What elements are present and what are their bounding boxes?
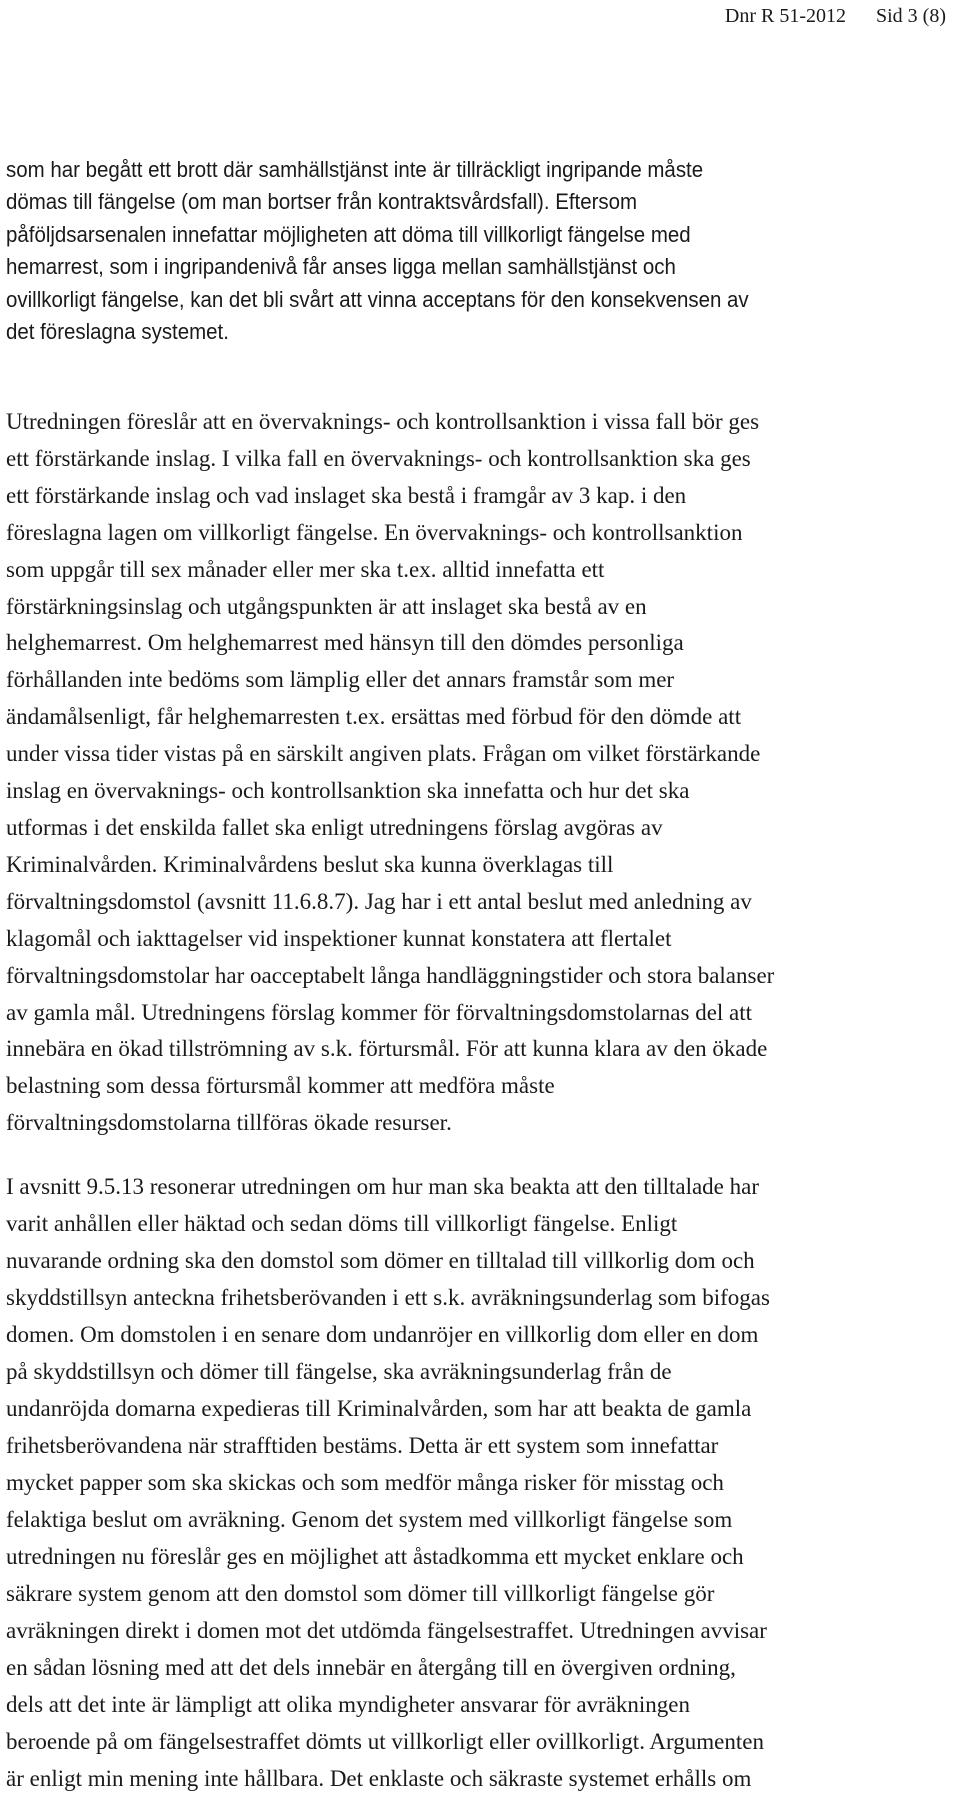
text-line: en sådan lösning med att det dels innebär en återgång till en övergiven ordning,	[6, 1655, 736, 1680]
text-line: ändamålsenligt, får helghemarresten t.ex. ersättas med förbud för den dömde att	[6, 704, 742, 730]
text-line: undanröjda domarna expedieras till Kriminalvården, som har att beakta de gamla	[6, 1396, 752, 1421]
text-line: mycket papper som ska skickas och som medför många risker för misstag och	[6, 1470, 724, 1495]
paragraph-3	[6, 1168, 960, 1797]
text-line: dels att det inte är lämpligt att olika myndigheter ansvarar för avräkningen	[6, 1692, 691, 1717]
page-number: Sid 3 (8)	[876, 5, 946, 27]
text-line: är enligt min mening inte hållbara. Det enklaste och säkraste systemet erhålls om	[6, 1766, 752, 1791]
text-line: klagomål och iakttagelser vid inspektioner kunnat konstatera att flertalet	[6, 925, 672, 951]
document-number: Dnr R 51-2012	[724, 5, 846, 27]
text-line: säkrare system genom att den domstol som dömer till villkorligt fängelse gör	[6, 1581, 715, 1606]
text-line: på skyddstillsyn och dömer till fängelse, ska avräkningsunderlag från de	[6, 1359, 672, 1384]
text-line: helghemarrest. Om helghemarrest med hänsyn till den dömdes personliga	[6, 630, 684, 656]
text-line: Kriminalvården. Kriminalvårdens beslut ska kunna överklagas till	[6, 851, 614, 877]
text-line: hemarrest, som i ingripandenivå får anses ligga mellan samhällstjänst och	[6, 254, 676, 280]
paragraph-1	[6, 154, 899, 348]
text-line: förhållanden inte bedöms som lämplig eller det annars framstår som mer	[6, 667, 675, 693]
text-line: frihetsberövandena när strafftiden bestäms. Detta är ett system som innefattar	[6, 1433, 719, 1458]
page-header	[725, 2, 946, 30]
text-line: beroende på om fängelsestraffet dömts ut villkorligt eller ovillkorligt. Argumenten	[6, 1729, 764, 1754]
text-line: påföljdsarsenalen innefattar möjligheten att döma till villkorligt fängelse med	[6, 221, 691, 247]
text-line: förvaltningsdomstol (avsnitt 11.6.8.7). Jag har i ett antal beslut med anledning av	[6, 888, 752, 914]
text-line: nuvarande ordning ska den domstol som dömer en tilltalad till villkorlig dom och	[6, 1248, 755, 1273]
text-line: som har begått ett brott där samhällstjänst inte är tillräckligt ingripande måste	[6, 157, 704, 182]
text-line: varit anhållen eller häktad och sedan döms till villkorligt fängelse. Enligt	[6, 1211, 678, 1236]
text-line: domen. Om domstolen i en senare dom undanröjer en villkorlig dom eller en dom	[6, 1322, 759, 1347]
text-line: belastning som dessa förtursmål kommer att medföra måste	[6, 1073, 555, 1099]
text-line: felaktiga beslut om avräkning. Genom det system med villkorligt fängelse som	[6, 1507, 733, 1532]
text-line: under vissa tider vistas på en särskilt angiven plats. Frågan om vilket förstärkande	[6, 741, 761, 767]
text-line: innebära en ökad tillströmning av s.k. förtursmål. För att kunna klara av den ökade	[6, 1036, 768, 1062]
text-line: ett förstärkande inslag. I vilka fall en övervaknings- och kontrollsanktion ska ges	[6, 445, 751, 471]
text-line: utformas i det enskilda fallet ska enligt utredningens förslag avgöras av	[6, 814, 663, 840]
text-line: det föreslagna systemet.	[6, 319, 229, 345]
text-line: förvaltningsdomstolarna tillföras ökade resurser.	[6, 1110, 452, 1136]
text-line: av gamla mål. Utredningens förslag kommer för förvaltningsdomstolarnas del att	[6, 999, 753, 1025]
text-line: inslag en övervaknings- och kontrollsanktion ska innefatta och hur det ska	[6, 778, 690, 804]
text-line: förstärkningsinslag och utgångspunkten är att inslaget ska bestå av en	[6, 593, 647, 619]
text-line: avräkningen direkt i domen mot det utdömda fängelsestraffet. Utredningen avvisar	[6, 1618, 767, 1643]
text-line: dömas till fängelse (om man bortser från kontraktsvårdsfall). Eftersom	[6, 189, 638, 215]
text-line: utredningen nu föreslår ges en möjlighet att åstadkomma ett mycket enklare och	[6, 1544, 744, 1569]
paragraph-2	[6, 404, 960, 1142]
text-line: ett förstärkande inslag och vad inslaget ska bestå i framgår av 3 kap. i den	[6, 482, 687, 508]
text-line: I avsnitt 9.5.13 resonerar utredningen om hur man ska beakta att den tilltalade har	[6, 1174, 760, 1199]
text-line: skyddstillsyn anteckna frihetsberövanden i ett s.k. avräkningsunderlag som bifogas	[6, 1285, 770, 1310]
text-line: ovillkorligt fängelse, kan det bli svårt att vinna acceptans för den konsekvensen av	[6, 286, 749, 312]
text-line: förvaltningsdomstolar har oacceptabelt långa handläggningstider och stora balanser	[6, 962, 775, 988]
text-line: som uppgår till sex månader eller mer ska t.ex. alltid innefatta ett	[6, 556, 605, 582]
text-line: föreslagna lagen om villkorligt fängelse. En övervaknings- och kontrollsanktion	[6, 519, 743, 545]
text-line: Utredningen föreslår att en övervaknings- och kontrollsanktion i vissa fall bör ges	[6, 409, 760, 434]
